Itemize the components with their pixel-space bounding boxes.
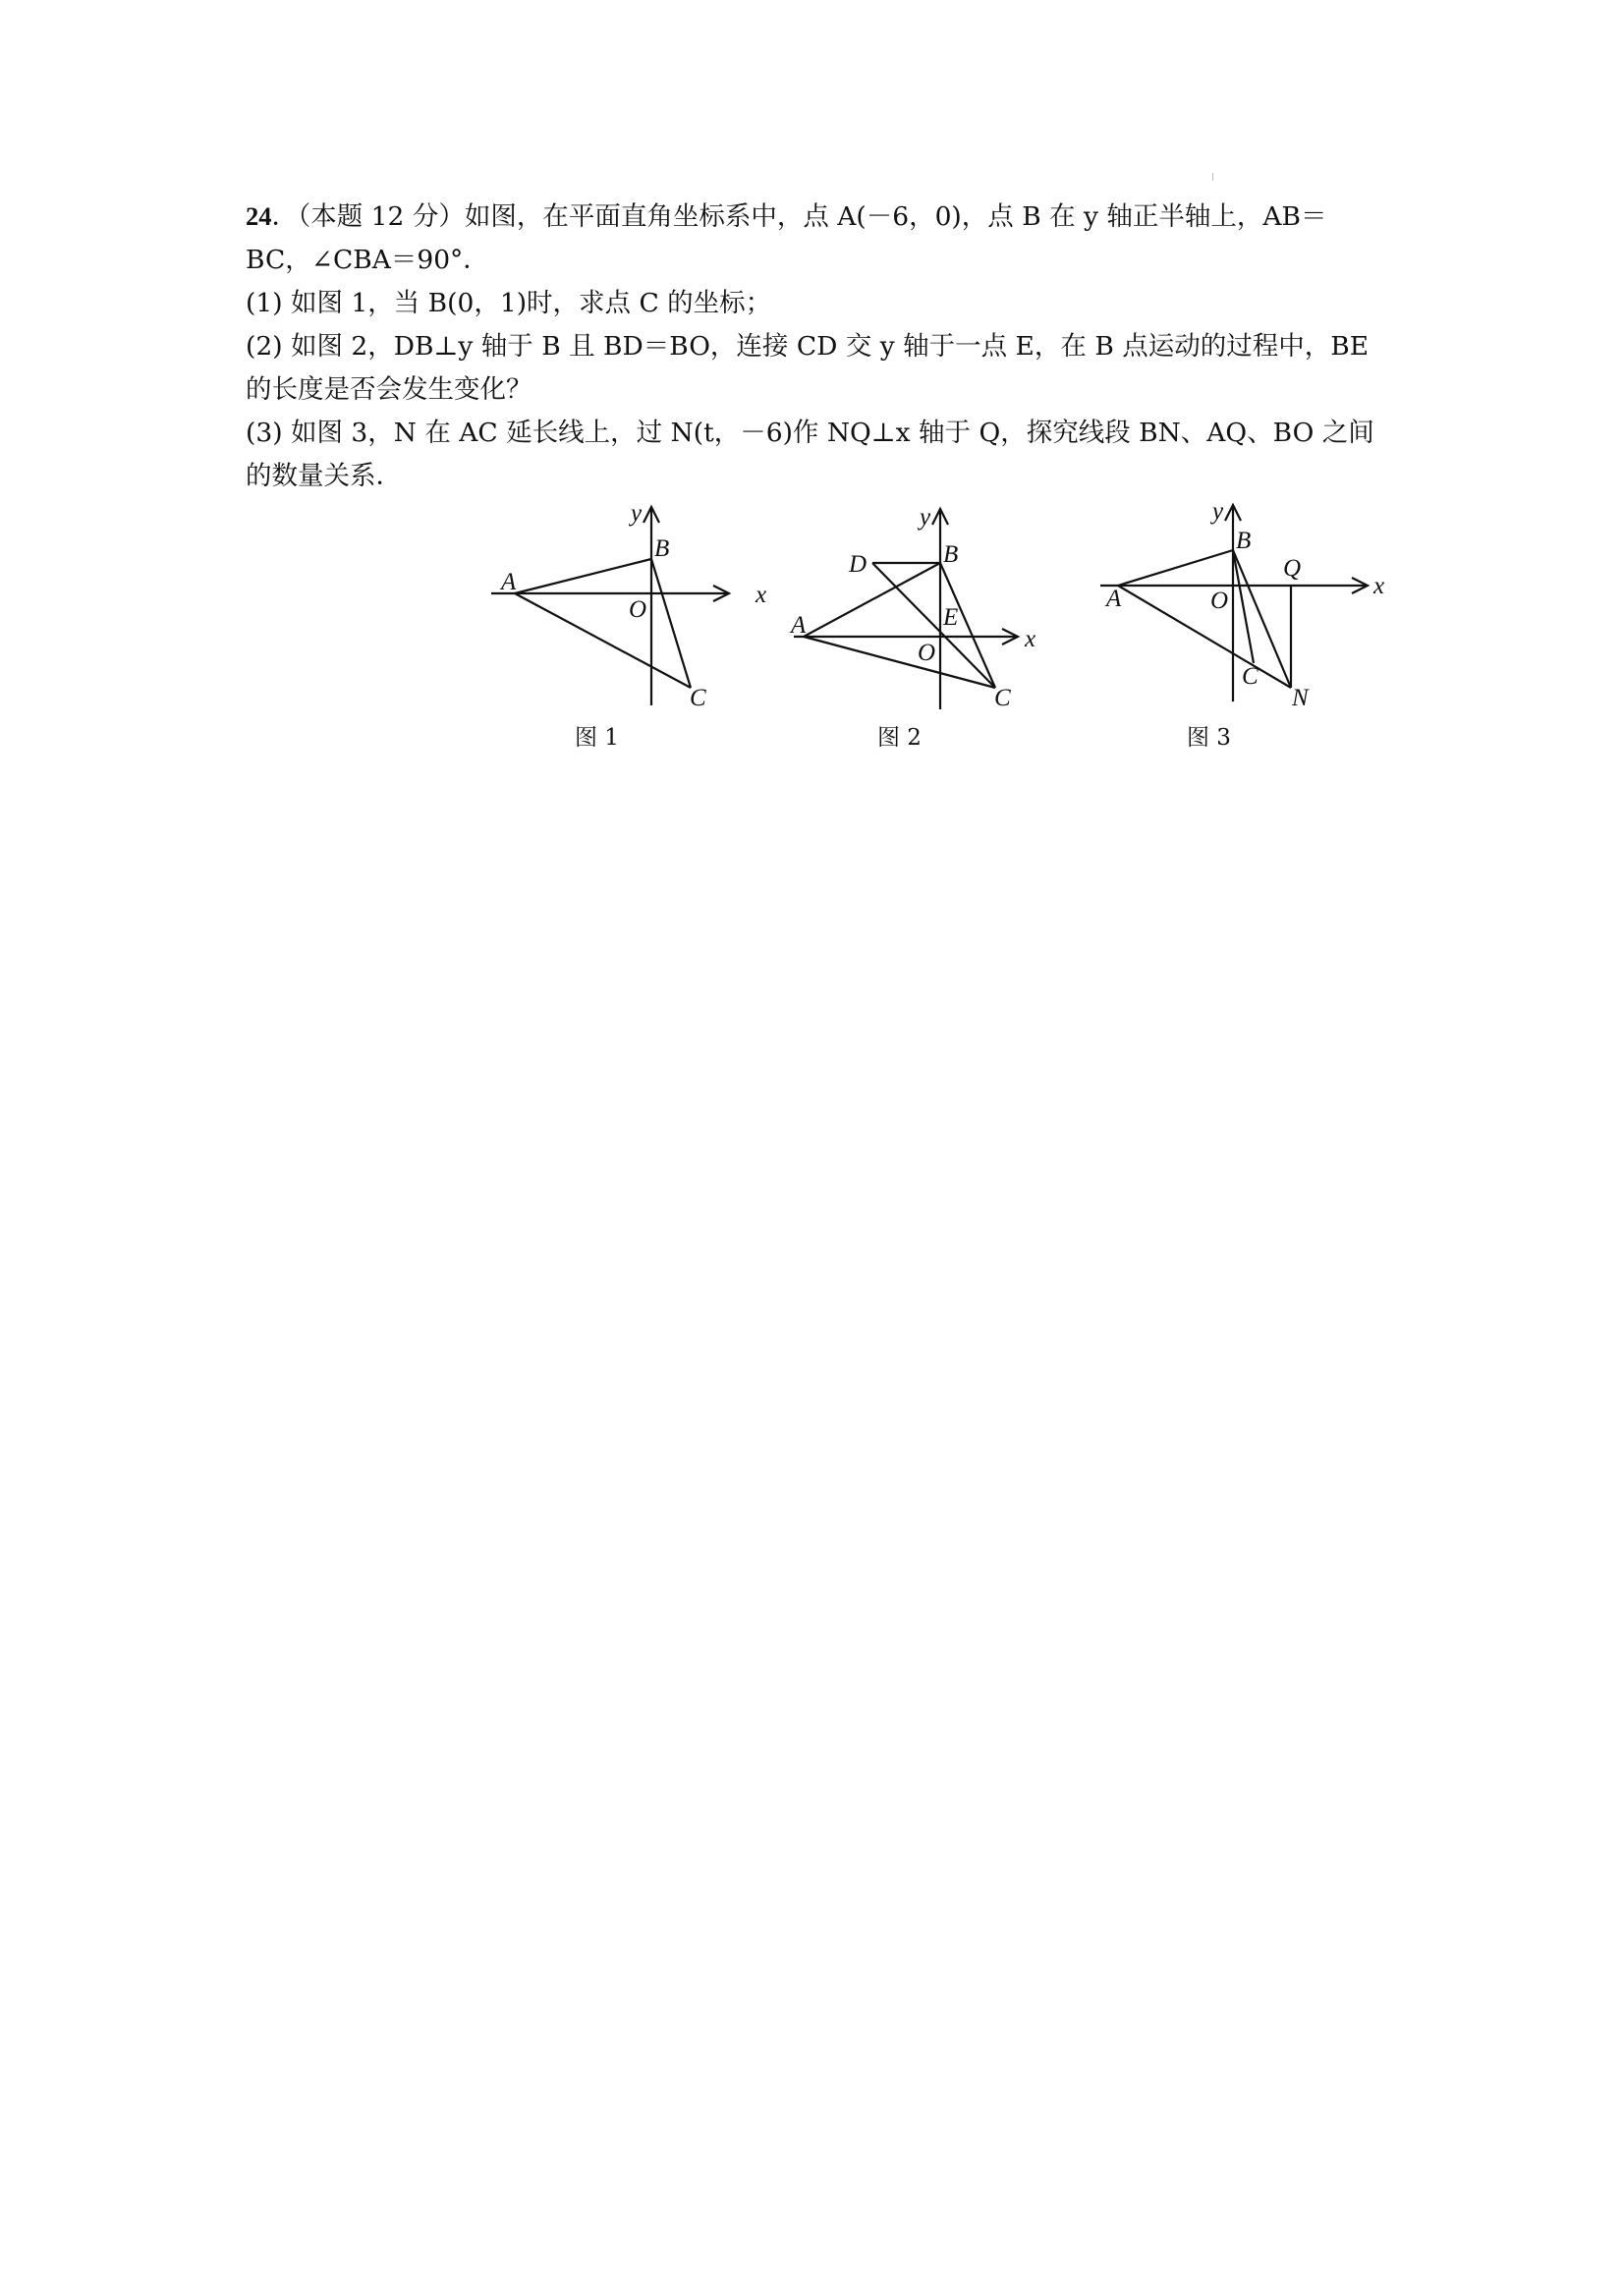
segment-AC xyxy=(515,593,691,688)
point-Q-label: Q xyxy=(1283,555,1302,582)
figure-2 xyxy=(786,491,1071,751)
segment-DC xyxy=(872,563,995,688)
figure-3 xyxy=(1100,491,1395,751)
segment-AB xyxy=(804,563,940,637)
y-axis-label: y xyxy=(920,504,931,531)
problem-intro-text: ．（本题 12 分）如图，在平面直角坐标系中，点 A(－6，0)，点 B 在 y 轴正半轴上，AB＝BC，∠CBA＝90°． xyxy=(246,201,1327,275)
point-B-label: B xyxy=(1236,528,1252,554)
page-mark xyxy=(1212,173,1213,181)
segment-AB xyxy=(1118,550,1233,586)
point-D-label: D xyxy=(849,551,867,578)
point-C-label: C xyxy=(690,685,706,711)
point-E-label: E xyxy=(943,604,959,631)
x-axis-label: x xyxy=(1373,573,1385,599)
problem-number: 24 xyxy=(246,201,272,231)
origin-O-label: O xyxy=(629,596,647,623)
figures-row xyxy=(472,491,1415,766)
figure-2-diagram xyxy=(786,491,1071,717)
figure-1 xyxy=(472,491,767,751)
figure-3-caption: 图 3 xyxy=(1187,725,1231,751)
figure-2-caption: 图 2 xyxy=(877,725,922,751)
point-N-label: N xyxy=(1292,685,1309,711)
problem-part-2: (2) 如图 2，DB⊥y 轴于 B 且 BD＝BO，连接 CD 交 y 轴于一点 E，在 B 点运动的过程中，BE 的长度是否会发生变化？ xyxy=(246,331,1370,405)
figure-1-diagram xyxy=(472,491,767,717)
figure-1-caption: 图 1 xyxy=(575,725,619,751)
point-C-label: C xyxy=(994,685,1011,711)
y-axis-label: y xyxy=(631,500,643,527)
problem-part-3: (3) 如图 3，N 在 AC 延长线上，过 N(t，－6)作 NQ⊥x 轴于 Q，探究线段 BN、AQ、BO 之间的数量关系． xyxy=(246,418,1374,491)
segment-AN xyxy=(1118,586,1291,688)
origin-O-label: O xyxy=(1210,588,1229,614)
point-A-label: A xyxy=(1106,586,1122,612)
point-B-label: B xyxy=(943,541,959,568)
problem-24 xyxy=(246,195,1389,498)
problem-intro xyxy=(246,195,1389,282)
x-axis-label: x xyxy=(756,582,767,608)
point-C-label: C xyxy=(1242,663,1259,690)
segment-BC xyxy=(1233,550,1254,663)
problem-part-1: (1) 如图 1，当 B(0，1)时，求点 C 的坐标； xyxy=(246,288,772,318)
origin-O-label: O xyxy=(918,640,936,666)
y-axis-label: y xyxy=(1212,498,1224,525)
point-A-label: A xyxy=(791,612,807,639)
figure-3-diagram xyxy=(1100,491,1395,717)
segment-AB xyxy=(515,559,651,593)
point-A-label: A xyxy=(501,569,517,595)
x-axis-label: x xyxy=(1025,626,1036,652)
segment-AC xyxy=(804,637,995,688)
segment-BC xyxy=(651,559,691,688)
point-B-label: B xyxy=(654,535,670,562)
